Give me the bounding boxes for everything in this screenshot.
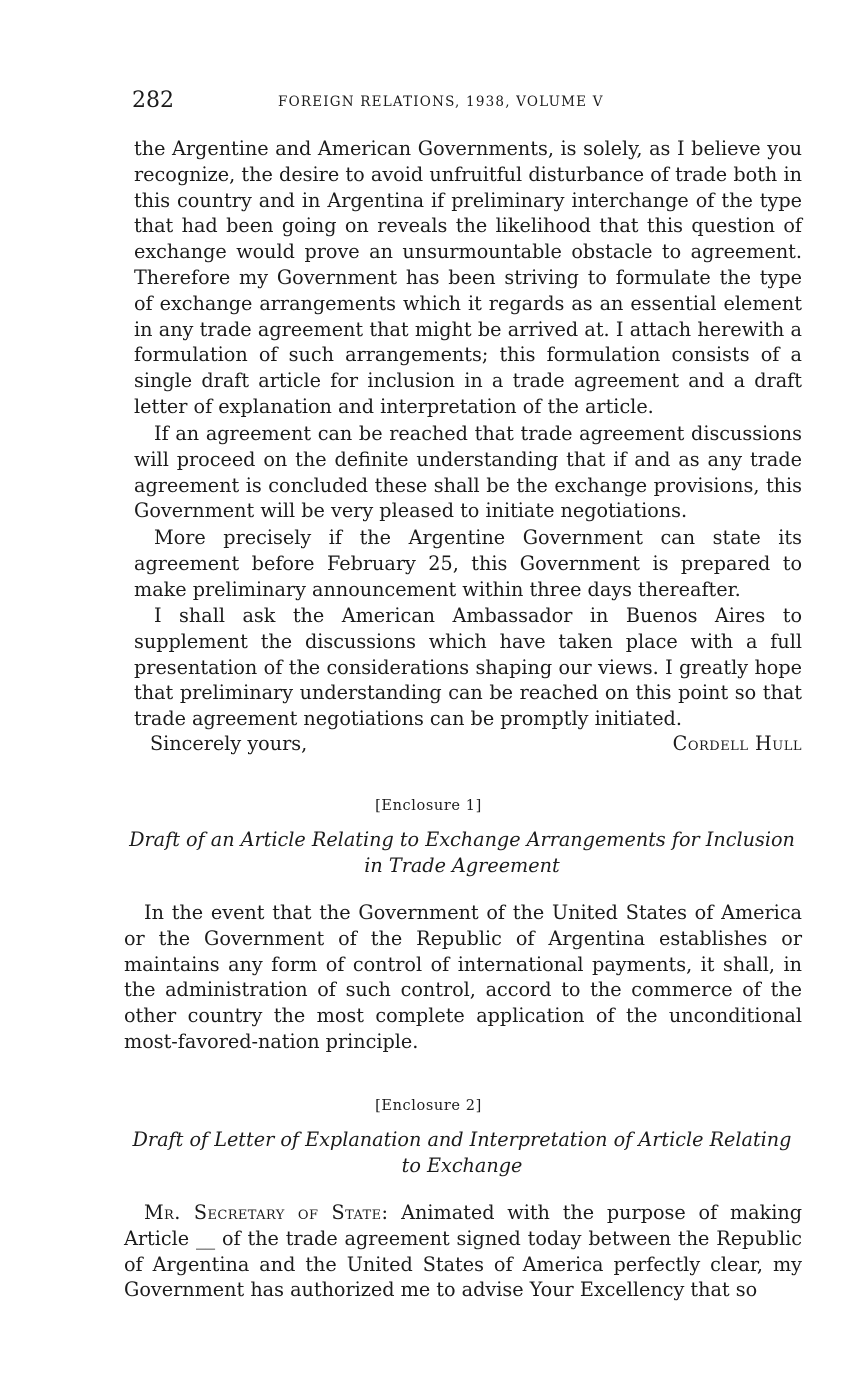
enclosure-1-body: In the event that the Government of the United States of America or the Government of the Republic of Argentina establishes or maintains any form of control of international payments, it shall, in the administration of such control, accord to the commerce of the other country the most complete application of the unconditional most-favored-nation principle. [124, 901, 802, 1053]
letter-paragraph-1: the Argentine and American Governments, is solely, as I believe you recognize, the desire to avoid unfruitful disturbance of trade both in this country and in Argentina if preliminary interchange of the type that had been going on reveals the likelihood that this question of exchange would prove an unsurmountable obstacle to agreement. Therefore my Government has been striving to formulate the type of exchange arrangements which it regards as an essential element in any trade agreement that might be arrived at. I attach herewith a formulation of such arrangements; this formulation consists of a single draft article for inclusion in a trade agreement and a draft letter of explanation and interpretation of the article. [134, 137, 802, 418]
letter-address: Mr. Secretary of State: [144, 1201, 389, 1224]
page-header [132, 88, 802, 120]
letter-paragraph-4: I shall ask the American Ambassador in Buenos Aires to supplement the discussions which have taken place with a full presentation of the considerations shaping our views. I greatly hope that preliminary understanding can be reached on this point so that trade agreement negotiations can be promptly initiated. [134, 604, 802, 731]
running-head: FOREIGN RELATIONS, 1938, VOLUME V [278, 94, 604, 110]
enclosure-2-label: [Enclosure 2] [375, 1098, 482, 1114]
enclosure-1-title: Draft of an Article Relating to Exchange Arrangements for Inclusion in Trade Agreement [129, 828, 795, 877]
enclosure-2-title: Draft of Letter of Explanation and Interpretation of Article Relating to Exchange [132, 1128, 792, 1177]
page-number: 282 [132, 88, 174, 113]
enclosure-1-label: [Enclosure 1] [375, 798, 482, 814]
enclosure-2-text: Animated with the purpose of making Article __ of the trade agreement signed today between the Republic of Argentina and the United States of America perfectly clear, my Government has authorized me to advise Your Excellency that so [124, 1201, 803, 1302]
salutation: Sincerely yours, [150, 732, 308, 755]
enclosure-2-body [124, 1200, 802, 1303]
letter-paragraph-2: If an agreement can be reached that trade agreement discussions will proceed on the definite understanding that if and as any trade agreement is concluded these shall be the exchange provisions, this Government will be very pleased to initiate negotiations. [134, 422, 802, 523]
letter-paragraph-3: More precisely if the Argentine Government can state its agreement before February 25, this Government is prepared to make preliminary announcement within three days thereafter. [134, 526, 802, 601]
signature: Cordell Hull [672, 732, 802, 755]
